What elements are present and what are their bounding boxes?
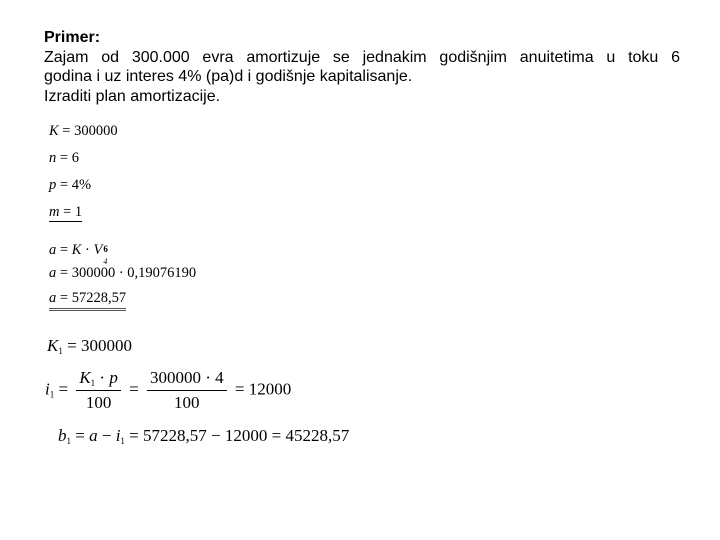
principal-value: 45228,57	[285, 426, 350, 445]
given-K-value: 300000	[74, 123, 118, 139]
interest-fraction-symbolic: $\frac{K_1 \cdot p}{100}$	[76, 368, 121, 413]
problem-line-2: godina i uz interes 4% (pa)d i godišnje kapitalisanje.	[44, 68, 413, 85]
problem-line-3: Izraditi plan amortizacije.	[44, 87, 221, 105]
problem-line-1: Zajam od 300.000 evra amortizuje se jednakim godišnjim anuitetima u toku 6	[44, 48, 680, 66]
problem-text	[44, 28, 680, 106]
annuity-substitution: a = 300000 · 0,19076190	[49, 265, 197, 281]
k1-value: 300000	[80, 336, 132, 355]
annuity-result: a = 57228,57	[49, 290, 126, 307]
given-K: K = 300000	[49, 123, 118, 139]
given-n: n = 6	[49, 150, 79, 166]
annuity-factor: 0,19076190	[127, 265, 197, 281]
given-p-value: 4%	[71, 177, 92, 193]
annuity-idx-p: 4	[103, 257, 108, 266]
problem-title: Primer:	[44, 29, 101, 46]
given-p: p = 4%	[49, 177, 92, 193]
interest-fraction-numeric: $\frac{300000 \cdot 4}{100}$	[147, 368, 227, 413]
annuity-value: 57228,57	[71, 290, 127, 306]
given-m-value: 1	[74, 204, 83, 220]
given-m: m = 1	[49, 204, 83, 220]
annuity-exp-n: 6	[103, 244, 108, 254]
given-n-value: 6	[71, 150, 79, 166]
principal-equation: $b_1 = a - i_1 = 57228,57 - 12000 = 45228,57$	[58, 426, 350, 446]
interest-equation: $i_1$ = $\frac{K_1 \cdot p}{100}$ = $\frac{300000 \cdot 4}{100}$ = 12000	[45, 368, 292, 412]
k1-equation: $K_1 = 300000$	[47, 336, 132, 356]
interest-value: 12000	[248, 379, 292, 399]
annuity-formula: a = K · V 6 4	[49, 242, 108, 266]
